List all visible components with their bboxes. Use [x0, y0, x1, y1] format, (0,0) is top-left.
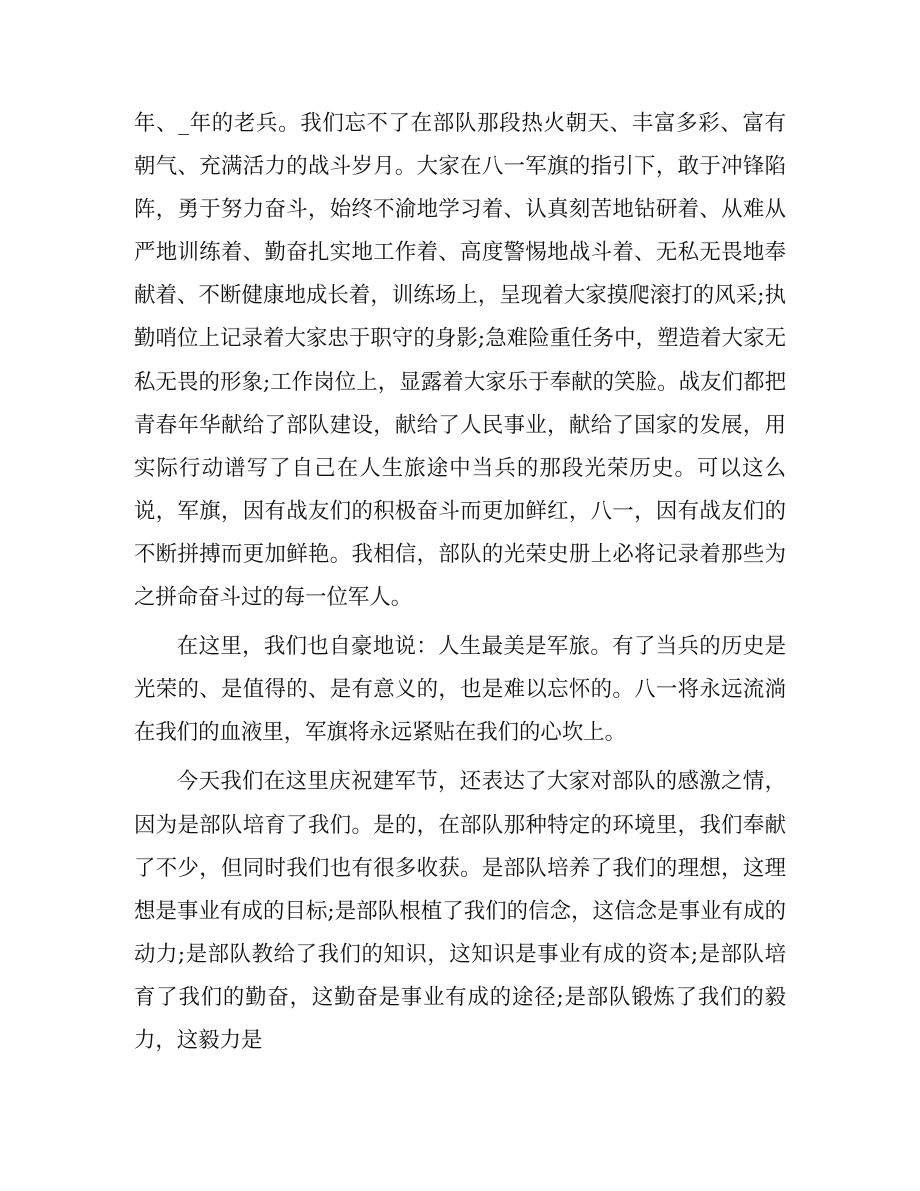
paragraph-3: 今天我们在这里庆祝建军节，还表达了大家对部队的感激之情，因为是部队培育了我们。是的，在部队那种特定的环境里，我们奉献了不少，但同时我们也有很多收获。是部队培养了我们的理想，这理想是事业有成的目标;是部队根植了我们的信念，这信念是事业有成的动力;是部队教给了我们的知识，这知识是事业有成的资本;是部队培育了我们的勤奋，这勤奋是事业有成的途径;是部队锻炼了我们的毅力，这毅力是 — [134, 769, 786, 1053]
paragraph-1: 年、_年的老兵。我们忘不了在部队那段热火朝天、丰富多彩、富有朝气、充满活力的战斗岁月。大家在八一军旗的指引下，敢于冲锋陷阵，勇于努力奋斗，始终不渝地学习着、认真刻苦地钻研着、从难从严地训练着、勤奋扎实地工作着、高度警惕地战斗着、无私无畏地奉献着、不断健康地成长着，训练场上，呈现着大家摸爬滚打的风采;执勤哨位上记录着大家忠于职守的身影;急难险重任务中，塑造着大家无私无畏的形象;工作岗位上，显露着大家乐于奉献的笑脸。战友们都把青春年华献给了部队建设，献给了人民事业，献给了国家的发展，用实际行动谱写了自己在人生旅途中当兵的那段光荣历史。可以这么说，军旗，因有战友们的积极奋斗而更加鲜红，八一，因有战友们的不断拼搏而更加鲜艳。我相信，部队的光荣史册上必将记录着那些为之拼命奋斗过的每一位军人。 — [134, 111, 786, 611]
paragraph-2: 在这里，我们也自豪地说：人生最美是军旅。有了当兵的历史是光荣的、是值得的、是有意义的，也是难以忘怀的。八一将永远流淌在我们的血液里，军旗将永远紧贴在我们的心坎上。 — [134, 634, 786, 746]
document-body — [134, 102, 786, 1062]
